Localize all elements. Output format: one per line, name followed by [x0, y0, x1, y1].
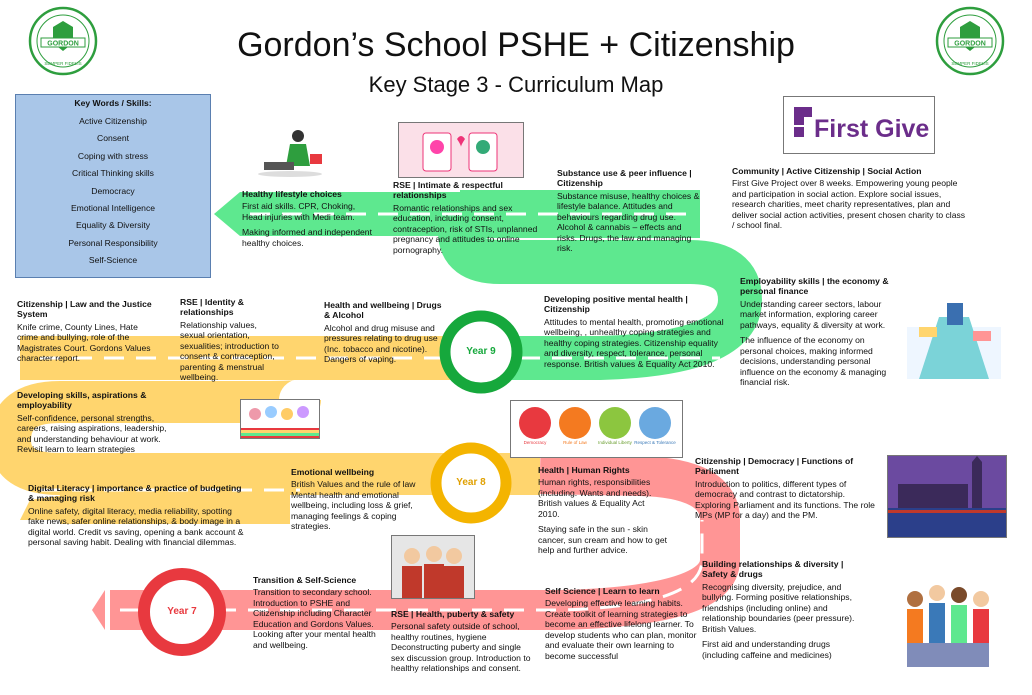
section-community: Community | Active Citizenship | Social Action First Give Project over 8 weeks. Empowering young people and participation in social action. Explore social issues, research charities, meet charity representatives, plan and deliver social action activities, present chosen charity to class / school final. — [732, 166, 966, 231]
group-illustration — [897, 569, 1001, 673]
section-health-human-rights: Health | Human Rights Human rights, responsibilities (including. Wants and needs). British values & Equality Act 2010. Staying safe in the sun - skin cancer, sun cream and how to get help and further advice. — [538, 465, 667, 556]
respect-tolerance-icon — [639, 407, 671, 439]
keywords-heading: Key Words / Skills: — [74, 98, 152, 108]
school-crest-logo-right — [934, 5, 1006, 77]
section-citizenship-democracy: Citizenship | Democracy | Functions of Parliament Introduction to politics, different types of democracy and contrast to dictatorship. Exploring Parliament and its functions. The role MPs (MP for a day) and the PM. — [695, 456, 875, 521]
first-aid-illustration — [240, 122, 336, 182]
keyword-item: Equality & Diversity — [75, 220, 151, 231]
section-emotional-wellbeing: Emotional wellbeing British Values and the rule of law Mental health and emotional wellbeing, including loss & grief, managing feelings & coping strategies. — [291, 467, 416, 532]
rule-of-law-icon — [559, 407, 591, 439]
careers-illustration — [899, 297, 1009, 387]
keyword-item: Democracy — [91, 185, 135, 196]
section-developing-skills: Developing skills, aspirations & employability Self-confidence, personal strengths, careers, raising aspirations, leadership, and understanding behaviour at work. Revisit learn to learn strategies — [17, 390, 167, 455]
year7-label: Year 7 — [167, 606, 197, 617]
british-values-panel: Democracy Rule of Law Individual Liberty Respect & Tolerance — [510, 400, 683, 458]
keyword-item: Consent — [96, 133, 129, 144]
section-building-relationships: Building relationships & diversity | Safety & drugs Recognising diversity, prejudice, and bullying. Forming positive relationships, friendships (including online) and relationship boundaries (peer pressure). British Values. First aid and understanding drugs (including caffeine and medicines) — [702, 559, 855, 660]
section-employability: Employability skills | the economy & personal finance Understanding career sectors, labour market information, exploring career pathways, equality & diversity at work. The influence of the economy on personal choices, making informed decisions, understanding personal influence on the economy & managing financial risk. — [740, 276, 889, 388]
svg-text:SEMPER FIDELIS: SEMPER FIDELIS — [44, 61, 82, 66]
page-title: Gordon’s School PSHE + Citizenship — [237, 26, 795, 64]
keywords-box — [15, 94, 211, 278]
section-rse-identity: RSE | Identity & relationships Relationship values, sexual orientation, sexualities; introduction to consent & contraception, parenting & menstrual wellbeing. — [180, 297, 279, 383]
section-transition: Transition & Self-Science Transition to secondary school. Introduction to PSHE and Citizenship including Character Education and Gordons Values. Looking after your mental health and wellbeing. — [253, 575, 376, 650]
first-give-logo — [783, 96, 935, 154]
page-subtitle: Key Stage 3 - Curriculum Map — [368, 72, 664, 97]
section-digital-literacy: Digital Literacy | importance & practice of budgeting & managing risk Online safety, digital literacy, media reliability, spotting fake news, safer online relationships, & body image in a digital world. Credit vs saving, opening a bank account & personal saving habit. Dealing with financial dilemmas. — [28, 483, 244, 548]
svg-text:GORDON: GORDON — [954, 40, 986, 48]
first-give-logo-text: First Give — [814, 115, 930, 143]
section-self-science: Self Science | Learn to learn Developing effective learning habits. Create toolkit of learning strategies to become an effective lifelong learner. To develop students who can plan, monitor and evaluate their own learning to become successful — [545, 586, 697, 661]
parliament-photo — [887, 455, 1007, 538]
logo-text: GORDON — [47, 40, 79, 48]
keyword-item: Active Citizenship — [79, 116, 147, 126]
year9-label: Year 9 — [466, 346, 496, 357]
svg-text:SEMPER FIDELIS: SEMPER FIDELIS — [951, 61, 989, 66]
keyword-item: Self-Science — [88, 255, 138, 266]
section-rse-intimate: RSE | Intimate & respectful relationships Romantic relationships and sex education, including consent, contraception, risk of STIs, unplanned pregnancy and attitudes to online pornography. — [393, 180, 538, 255]
individual-liberty-icon — [599, 407, 631, 439]
year8-label: Year 8 — [456, 477, 486, 488]
relationships-illustration — [398, 122, 524, 178]
section-rse-health-puberty: RSE | Health, puberty & safety Personal safety outside of school, healthy routines, hygiene Deconstructing puberty and single sex discussion group. Introduction to healthy relationships and consent. — [391, 609, 531, 674]
section-mental-health: Developing positive mental health | Citizenship Attitudes to mental health, promoting emotional wellbeing, , unhealthy coping strategies and healthy coping strategies. Citizenship equality and diversity, respect, tolerance, personal response. British values & Equality Act 2010. — [544, 294, 724, 369]
section-substance-use: Substance use & peer influence | Citizenship Substance misuse, healthy choices & lifestyle balance. Attitudes and behaviours regarding drug use. Alcohol & cannabis – effects and risks. Drugs, the law and managing risk. — [557, 168, 700, 254]
section-citizenship-law: Citizenship | Law and the Justice System Knife crime, County Lines, Hate crime and bullying, role of the Magistrates Court. Gordons Values character report. — [17, 299, 152, 364]
section-health-wellbeing-drugs: Health and wellbeing | Drugs & Alcohol Alcohol and drug misuse and pressures relating to drug use (Inc. tobacco and nicotine). Dangers of vaping. — [324, 300, 442, 365]
keyword-item: Emotional Intelligence — [70, 202, 156, 213]
democracy-icon — [519, 407, 551, 439]
keyword-item: Personal Responsibility — [68, 237, 158, 248]
school-crest-logo-left — [27, 5, 99, 77]
keyword-item: Critical Thinking skills — [72, 168, 154, 179]
section-healthy-lifestyle: Healthy lifestyle choices First aid skills. CPR, Choking, Head injuries with Medi team. Making informed and independent healthy choices. — [242, 189, 372, 248]
keyword-item: Coping with stress — [77, 150, 149, 161]
diversity-illustration — [240, 399, 320, 439]
students-photo — [391, 535, 475, 599]
